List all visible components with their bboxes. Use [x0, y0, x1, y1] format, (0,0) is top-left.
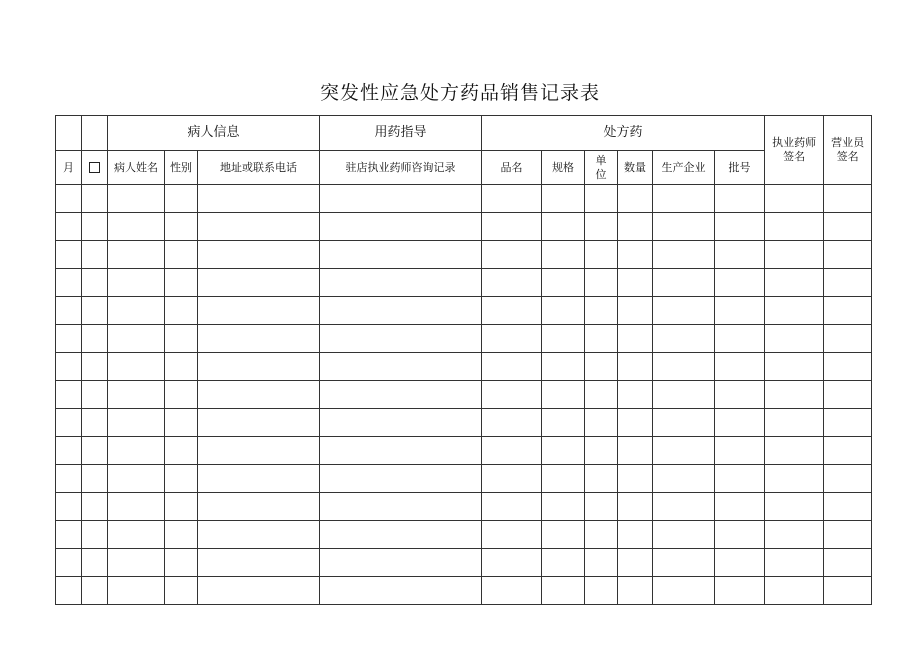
table-cell[interactable]: [482, 409, 542, 437]
col-address-phone: 地址或联系电话: [198, 151, 320, 185]
table-cell[interactable]: [585, 241, 618, 269]
table-cell[interactable]: [198, 213, 320, 241]
table-cell[interactable]: [653, 409, 715, 437]
table-row: [56, 437, 872, 465]
table-cell[interactable]: [165, 409, 198, 437]
table-cell[interactable]: [165, 213, 198, 241]
table-cell[interactable]: [56, 353, 82, 381]
table-cell[interactable]: [653, 213, 715, 241]
table-cell[interactable]: [482, 465, 542, 493]
header-row-2: [56, 151, 872, 185]
table-cell[interactable]: [198, 381, 320, 409]
table-cell[interactable]: [482, 437, 542, 465]
table-cell[interactable]: [82, 521, 108, 549]
table-cell[interactable]: [585, 185, 618, 213]
table-cell[interactable]: [653, 325, 715, 353]
pharmacist-signature-label: 执业药师签名: [772, 136, 817, 163]
table-cell[interactable]: [765, 521, 824, 549]
table-cell[interactable]: [765, 381, 824, 409]
col-product-name: 品名: [482, 151, 542, 185]
table-cell[interactable]: [108, 549, 165, 577]
table-row: [56, 213, 872, 241]
table-row: [56, 353, 872, 381]
table-cell[interactable]: [618, 185, 653, 213]
table-cell[interactable]: [824, 437, 872, 465]
table-cell[interactable]: [824, 409, 872, 437]
table-cell[interactable]: [542, 577, 585, 605]
table-cell[interactable]: [82, 381, 108, 409]
table-cell[interactable]: [198, 185, 320, 213]
table-cell[interactable]: [320, 325, 482, 353]
sales-record-table: [55, 115, 872, 605]
table-cell[interactable]: [165, 269, 198, 297]
table-cell[interactable]: [618, 409, 653, 437]
table-cell[interactable]: [320, 353, 482, 381]
table-row: [56, 465, 872, 493]
col-batch-no: 批号: [715, 151, 765, 185]
table-cell[interactable]: [653, 269, 715, 297]
table-cell[interactable]: [108, 241, 165, 269]
table-cell[interactable]: [618, 353, 653, 381]
table-cell[interactable]: [165, 493, 198, 521]
table-cell[interactable]: [82, 213, 108, 241]
table-cell[interactable]: [165, 185, 198, 213]
table-cell[interactable]: [585, 521, 618, 549]
table-cell[interactable]: [82, 437, 108, 465]
table-cell[interactable]: [585, 437, 618, 465]
table-cell[interactable]: [715, 521, 765, 549]
table-cell[interactable]: [653, 493, 715, 521]
table-cell[interactable]: [824, 521, 872, 549]
table-cell[interactable]: [585, 577, 618, 605]
table-cell[interactable]: [165, 521, 198, 549]
table-cell[interactable]: [715, 185, 765, 213]
col-gender: 性别: [165, 151, 198, 185]
table-cell[interactable]: [82, 409, 108, 437]
table-cell[interactable]: [108, 493, 165, 521]
table-cell[interactable]: [824, 353, 872, 381]
table-cell[interactable]: [765, 409, 824, 437]
group-prescription-drug: 处方药: [482, 116, 765, 151]
table-cell[interactable]: [585, 409, 618, 437]
table-cell[interactable]: [542, 185, 585, 213]
table-cell[interactable]: [56, 409, 82, 437]
table-cell[interactable]: [198, 325, 320, 353]
table-row: [56, 493, 872, 521]
table-cell[interactable]: [585, 353, 618, 381]
table-cell[interactable]: [585, 381, 618, 409]
table-cell[interactable]: [585, 213, 618, 241]
header-blank-2: [82, 116, 108, 151]
table-cell[interactable]: [653, 465, 715, 493]
table-row: [56, 241, 872, 269]
col-manufacturer: 生产企业: [653, 151, 715, 185]
form-title: 突发性应急处方药品销售记录表: [319, 82, 600, 104]
table-cell[interactable]: [108, 213, 165, 241]
table-cell[interactable]: [542, 269, 585, 297]
table-cell[interactable]: [542, 437, 585, 465]
table-cell[interactable]: [198, 353, 320, 381]
table-cell[interactable]: [715, 241, 765, 269]
table-cell[interactable]: [618, 269, 653, 297]
table-cell[interactable]: [618, 297, 653, 325]
table-cell[interactable]: [165, 549, 198, 577]
table-cell[interactable]: [56, 325, 82, 353]
table-cell[interactable]: [824, 549, 872, 577]
table-cell[interactable]: [320, 213, 482, 241]
table-row: [56, 381, 872, 409]
table-cell[interactable]: [824, 465, 872, 493]
table-cell[interactable]: [198, 269, 320, 297]
table-row: [56, 325, 872, 353]
table-cell[interactable]: [108, 185, 165, 213]
col-unit-line2: 位: [595, 167, 607, 181]
table-cell[interactable]: [198, 297, 320, 325]
table-cell[interactable]: [320, 437, 482, 465]
table-cell[interactable]: [56, 269, 82, 297]
table-cell[interactable]: [82, 185, 108, 213]
table-cell[interactable]: [108, 381, 165, 409]
pharmacist-signature-header: [765, 116, 824, 185]
col-unit-line1: 单: [595, 153, 607, 167]
table-cell[interactable]: [618, 521, 653, 549]
table-cell[interactable]: [82, 297, 108, 325]
table-cell[interactable]: [198, 549, 320, 577]
table-cell[interactable]: [56, 465, 82, 493]
table-cell[interactable]: [482, 493, 542, 521]
table-cell[interactable]: [824, 577, 872, 605]
table-cell[interactable]: [542, 353, 585, 381]
table-cell[interactable]: [108, 297, 165, 325]
table-cell[interactable]: [56, 241, 82, 269]
table-cell[interactable]: [320, 269, 482, 297]
table-cell[interactable]: [765, 325, 824, 353]
table-cell[interactable]: [653, 353, 715, 381]
table-cell[interactable]: [618, 213, 653, 241]
table-cell[interactable]: [715, 381, 765, 409]
table-cell[interactable]: [108, 437, 165, 465]
table-cell[interactable]: [653, 549, 715, 577]
table-cell[interactable]: [715, 409, 765, 437]
table-cell[interactable]: [715, 213, 765, 241]
table-cell[interactable]: [82, 241, 108, 269]
table-cell[interactable]: [482, 521, 542, 549]
table-cell[interactable]: [482, 241, 542, 269]
table-cell[interactable]: [765, 465, 824, 493]
table-row: [56, 269, 872, 297]
table-cell[interactable]: [653, 185, 715, 213]
table-cell[interactable]: [82, 465, 108, 493]
table-cell[interactable]: [653, 521, 715, 549]
col-quantity: 数量: [618, 151, 653, 185]
table-cell[interactable]: [320, 185, 482, 213]
table-cell[interactable]: [715, 297, 765, 325]
checkbox-icon[interactable]: [89, 162, 100, 173]
table-cell[interactable]: [585, 297, 618, 325]
table-cell[interactable]: [198, 521, 320, 549]
table-cell[interactable]: [320, 381, 482, 409]
header-row-1: [56, 116, 872, 151]
col-consult-record: 驻店执业药师咨询记录: [320, 151, 482, 185]
table-cell[interactable]: [56, 437, 82, 465]
col-spec: 规格: [542, 151, 585, 185]
table-cell[interactable]: [165, 437, 198, 465]
table-cell[interactable]: [765, 493, 824, 521]
table-cell[interactable]: [320, 549, 482, 577]
table-cell[interactable]: [108, 409, 165, 437]
table-cell[interactable]: [765, 549, 824, 577]
table-row: [56, 549, 872, 577]
table-cell[interactable]: [715, 353, 765, 381]
table-cell[interactable]: [618, 241, 653, 269]
table-cell[interactable]: [320, 241, 482, 269]
table-cell[interactable]: [542, 241, 585, 269]
table-cell[interactable]: [542, 521, 585, 549]
table-cell[interactable]: [56, 549, 82, 577]
clerk-signature-label: 营业员签名: [831, 136, 865, 163]
table-cell[interactable]: [715, 269, 765, 297]
table-cell[interactable]: [618, 325, 653, 353]
table-cell[interactable]: [824, 325, 872, 353]
table-cell[interactable]: [653, 297, 715, 325]
table-cell[interactable]: [715, 549, 765, 577]
table-cell[interactable]: [824, 213, 872, 241]
table-cell[interactable]: [618, 381, 653, 409]
table-cell[interactable]: [320, 493, 482, 521]
table-cell[interactable]: [715, 465, 765, 493]
table-cell[interactable]: [618, 437, 653, 465]
table-cell[interactable]: [482, 325, 542, 353]
table-cell[interactable]: [482, 213, 542, 241]
table-cell[interactable]: [82, 353, 108, 381]
table-cell[interactable]: [542, 409, 585, 437]
table-cell[interactable]: [653, 437, 715, 465]
table-cell[interactable]: [482, 353, 542, 381]
table-cell[interactable]: [618, 493, 653, 521]
table-cell[interactable]: [715, 437, 765, 465]
table-cell[interactable]: [542, 325, 585, 353]
table-cell[interactable]: [320, 465, 482, 493]
table-cell[interactable]: [715, 493, 765, 521]
group-medication-guidance: 用药指导: [320, 116, 482, 151]
table-cell[interactable]: [82, 577, 108, 605]
table-cell[interactable]: [165, 381, 198, 409]
table-cell[interactable]: [198, 409, 320, 437]
clerk-signature-header: [824, 116, 872, 185]
table-cell[interactable]: [482, 269, 542, 297]
table-cell[interactable]: [482, 577, 542, 605]
table-cell[interactable]: [618, 549, 653, 577]
table-cell[interactable]: [765, 241, 824, 269]
table-cell[interactable]: [108, 325, 165, 353]
table-cell[interactable]: [320, 297, 482, 325]
table-cell[interactable]: [320, 521, 482, 549]
table-cell[interactable]: [618, 577, 653, 605]
table-cell[interactable]: [765, 297, 824, 325]
col-patient-name: 病人姓名: [108, 151, 165, 185]
table-cell[interactable]: [165, 325, 198, 353]
table-cell[interactable]: [765, 213, 824, 241]
table-cell[interactable]: [824, 493, 872, 521]
table-cell[interactable]: [165, 577, 198, 605]
table-cell[interactable]: [198, 241, 320, 269]
table-cell[interactable]: [56, 381, 82, 409]
table-row: [56, 577, 872, 605]
table-cell[interactable]: [82, 325, 108, 353]
group-patient-info: 病人信息: [108, 116, 320, 151]
table-cell[interactable]: [542, 465, 585, 493]
table-cell[interactable]: [198, 577, 320, 605]
header-blank-1: [56, 116, 82, 151]
table-cell[interactable]: [715, 577, 765, 605]
table-cell[interactable]: [542, 297, 585, 325]
col-month: 月: [56, 151, 82, 185]
table-cell[interactable]: [765, 185, 824, 213]
table-cell[interactable]: [585, 465, 618, 493]
table-cell[interactable]: [56, 213, 82, 241]
table-cell[interactable]: [585, 493, 618, 521]
table-cell[interactable]: [198, 437, 320, 465]
table-cell[interactable]: [585, 325, 618, 353]
col-checkbox: [82, 151, 108, 185]
table-cell[interactable]: [824, 381, 872, 409]
col-unit: [585, 151, 618, 185]
table-cell[interactable]: [108, 521, 165, 549]
table-cell[interactable]: [765, 269, 824, 297]
table-cell[interactable]: [653, 381, 715, 409]
table-cell[interactable]: [542, 549, 585, 577]
table-cell[interactable]: [82, 493, 108, 521]
table-cell[interactable]: [824, 269, 872, 297]
table-cell[interactable]: [56, 493, 82, 521]
table-cell[interactable]: [320, 409, 482, 437]
table-row: [56, 185, 872, 213]
table-cell[interactable]: [320, 577, 482, 605]
table-cell[interactable]: [165, 297, 198, 325]
table-cell[interactable]: [108, 269, 165, 297]
table-cell[interactable]: [165, 465, 198, 493]
table-cell[interactable]: [108, 577, 165, 605]
table-cell[interactable]: [765, 437, 824, 465]
table-cell[interactable]: [542, 213, 585, 241]
table-cell[interactable]: [482, 185, 542, 213]
table-cell[interactable]: [653, 577, 715, 605]
table-cell[interactable]: [82, 549, 108, 577]
table-cell[interactable]: [653, 241, 715, 269]
table-cell[interactable]: [482, 549, 542, 577]
table-cell[interactable]: [542, 381, 585, 409]
table-cell[interactable]: [824, 241, 872, 269]
table-cell[interactable]: [585, 549, 618, 577]
table-cell[interactable]: [824, 185, 872, 213]
table-cell[interactable]: [765, 353, 824, 381]
table-cell[interactable]: [108, 353, 165, 381]
table-cell[interactable]: [198, 465, 320, 493]
table-cell[interactable]: [165, 241, 198, 269]
table-row: [56, 409, 872, 437]
table-cell[interactable]: [56, 577, 82, 605]
table-cell[interactable]: [765, 577, 824, 605]
table-row: [56, 521, 872, 549]
table-cell[interactable]: [82, 269, 108, 297]
table-cell[interactable]: [482, 381, 542, 409]
table-cell[interactable]: [542, 493, 585, 521]
table-cell[interactable]: [585, 269, 618, 297]
table-cell[interactable]: [165, 353, 198, 381]
table-cell[interactable]: [56, 185, 82, 213]
table-cell[interactable]: [824, 297, 872, 325]
table-cell[interactable]: [56, 521, 82, 549]
table-cell[interactable]: [618, 465, 653, 493]
table-cell[interactable]: [56, 297, 82, 325]
table-row: [56, 297, 872, 325]
table-cell[interactable]: [198, 493, 320, 521]
table-cell[interactable]: [482, 297, 542, 325]
table-cell[interactable]: [108, 465, 165, 493]
table-cell[interactable]: [715, 325, 765, 353]
